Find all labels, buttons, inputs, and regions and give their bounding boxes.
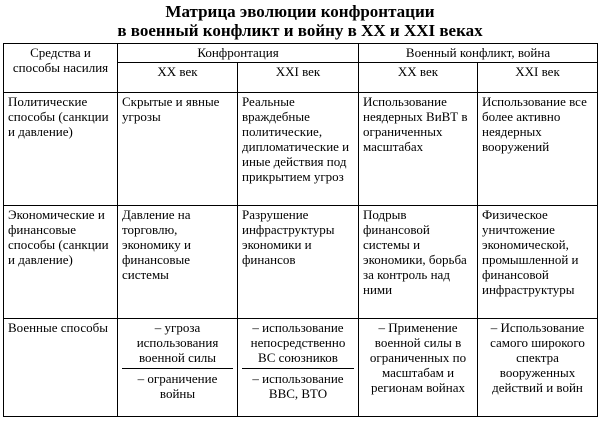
cell-item: Использование все более активно неядерных вооружений — [482, 94, 587, 154]
cell-item: Подрыв финансовой системы и экономики, борьба за контроль над ними — [363, 207, 467, 297]
cell-item: Разрушение инфраструктуры экономики и финансов — [242, 207, 335, 267]
cell-item: Реальные враждебные политические, дипломатические и иные действия под прикрытием угроз — [242, 94, 350, 184]
sub-header-confrontation-xx: XX век — [118, 63, 238, 93]
table-cell — [359, 93, 478, 206]
cell-item: – использование непосредственно ВС союзников — [250, 320, 346, 365]
cell-item: Скрытые и явные угрозы — [122, 94, 220, 124]
table-cell — [238, 93, 359, 206]
sub-header-confrontation-xxi: XXI век — [238, 63, 359, 93]
table-cell — [118, 319, 238, 417]
group-header-confrontation: Конфронтация — [118, 44, 359, 63]
row-label-economic: Экономические и финансовые способы (санкции и давление) — [4, 206, 118, 319]
header-row-groups — [4, 44, 598, 63]
sub-header-war-xxi: XXI век — [478, 63, 598, 93]
cell-item: – ограничение войны — [122, 368, 233, 401]
table-cell — [478, 206, 598, 319]
cell-item: – использование ВВС, ВТО — [242, 368, 354, 401]
row-label-political: Политические способы (санкции и давление) — [4, 93, 118, 206]
title-line-2: в военный конфликт и войну в XX и XXI веках — [117, 21, 483, 40]
cell-item: – Использование самого широкого спектра вооруженных действий и войн — [490, 320, 585, 395]
table-cell — [118, 206, 238, 319]
table-row — [4, 319, 598, 417]
sub-header-war-xx: XX век — [359, 63, 478, 93]
table-cell — [118, 93, 238, 206]
table-cell — [359, 206, 478, 319]
page-title — [0, 2, 600, 40]
cell-item: – Применение военной силы в ограниченных по масштабам и регионам войнах — [369, 320, 467, 395]
cell-item: Физическое уничтожение экономической, промышленной и финансовой инфраструктуры — [482, 207, 579, 297]
cell-item: Использование неядерных ВиВТ в ограниченных масштабах — [363, 94, 468, 154]
cell-item: – угроза использования военной силы — [136, 320, 219, 365]
row-label-military: Военные способы — [4, 319, 118, 417]
table-cell — [238, 206, 359, 319]
title-line-1: Матрица эволюции конфронтации — [165, 2, 435, 21]
table-row — [4, 206, 598, 319]
corner-header: Средства и способы насилия — [4, 44, 118, 93]
evolution-matrix-table — [3, 43, 598, 417]
cell-item: Давление на торговлю, экономику и финансовые системы — [122, 207, 191, 282]
group-header-war: Военный конфликт, война — [359, 44, 598, 63]
table-row — [4, 93, 598, 206]
table-cell — [478, 93, 598, 206]
table-cell — [359, 319, 478, 417]
table-cell — [478, 319, 598, 417]
table-cell — [238, 319, 359, 417]
